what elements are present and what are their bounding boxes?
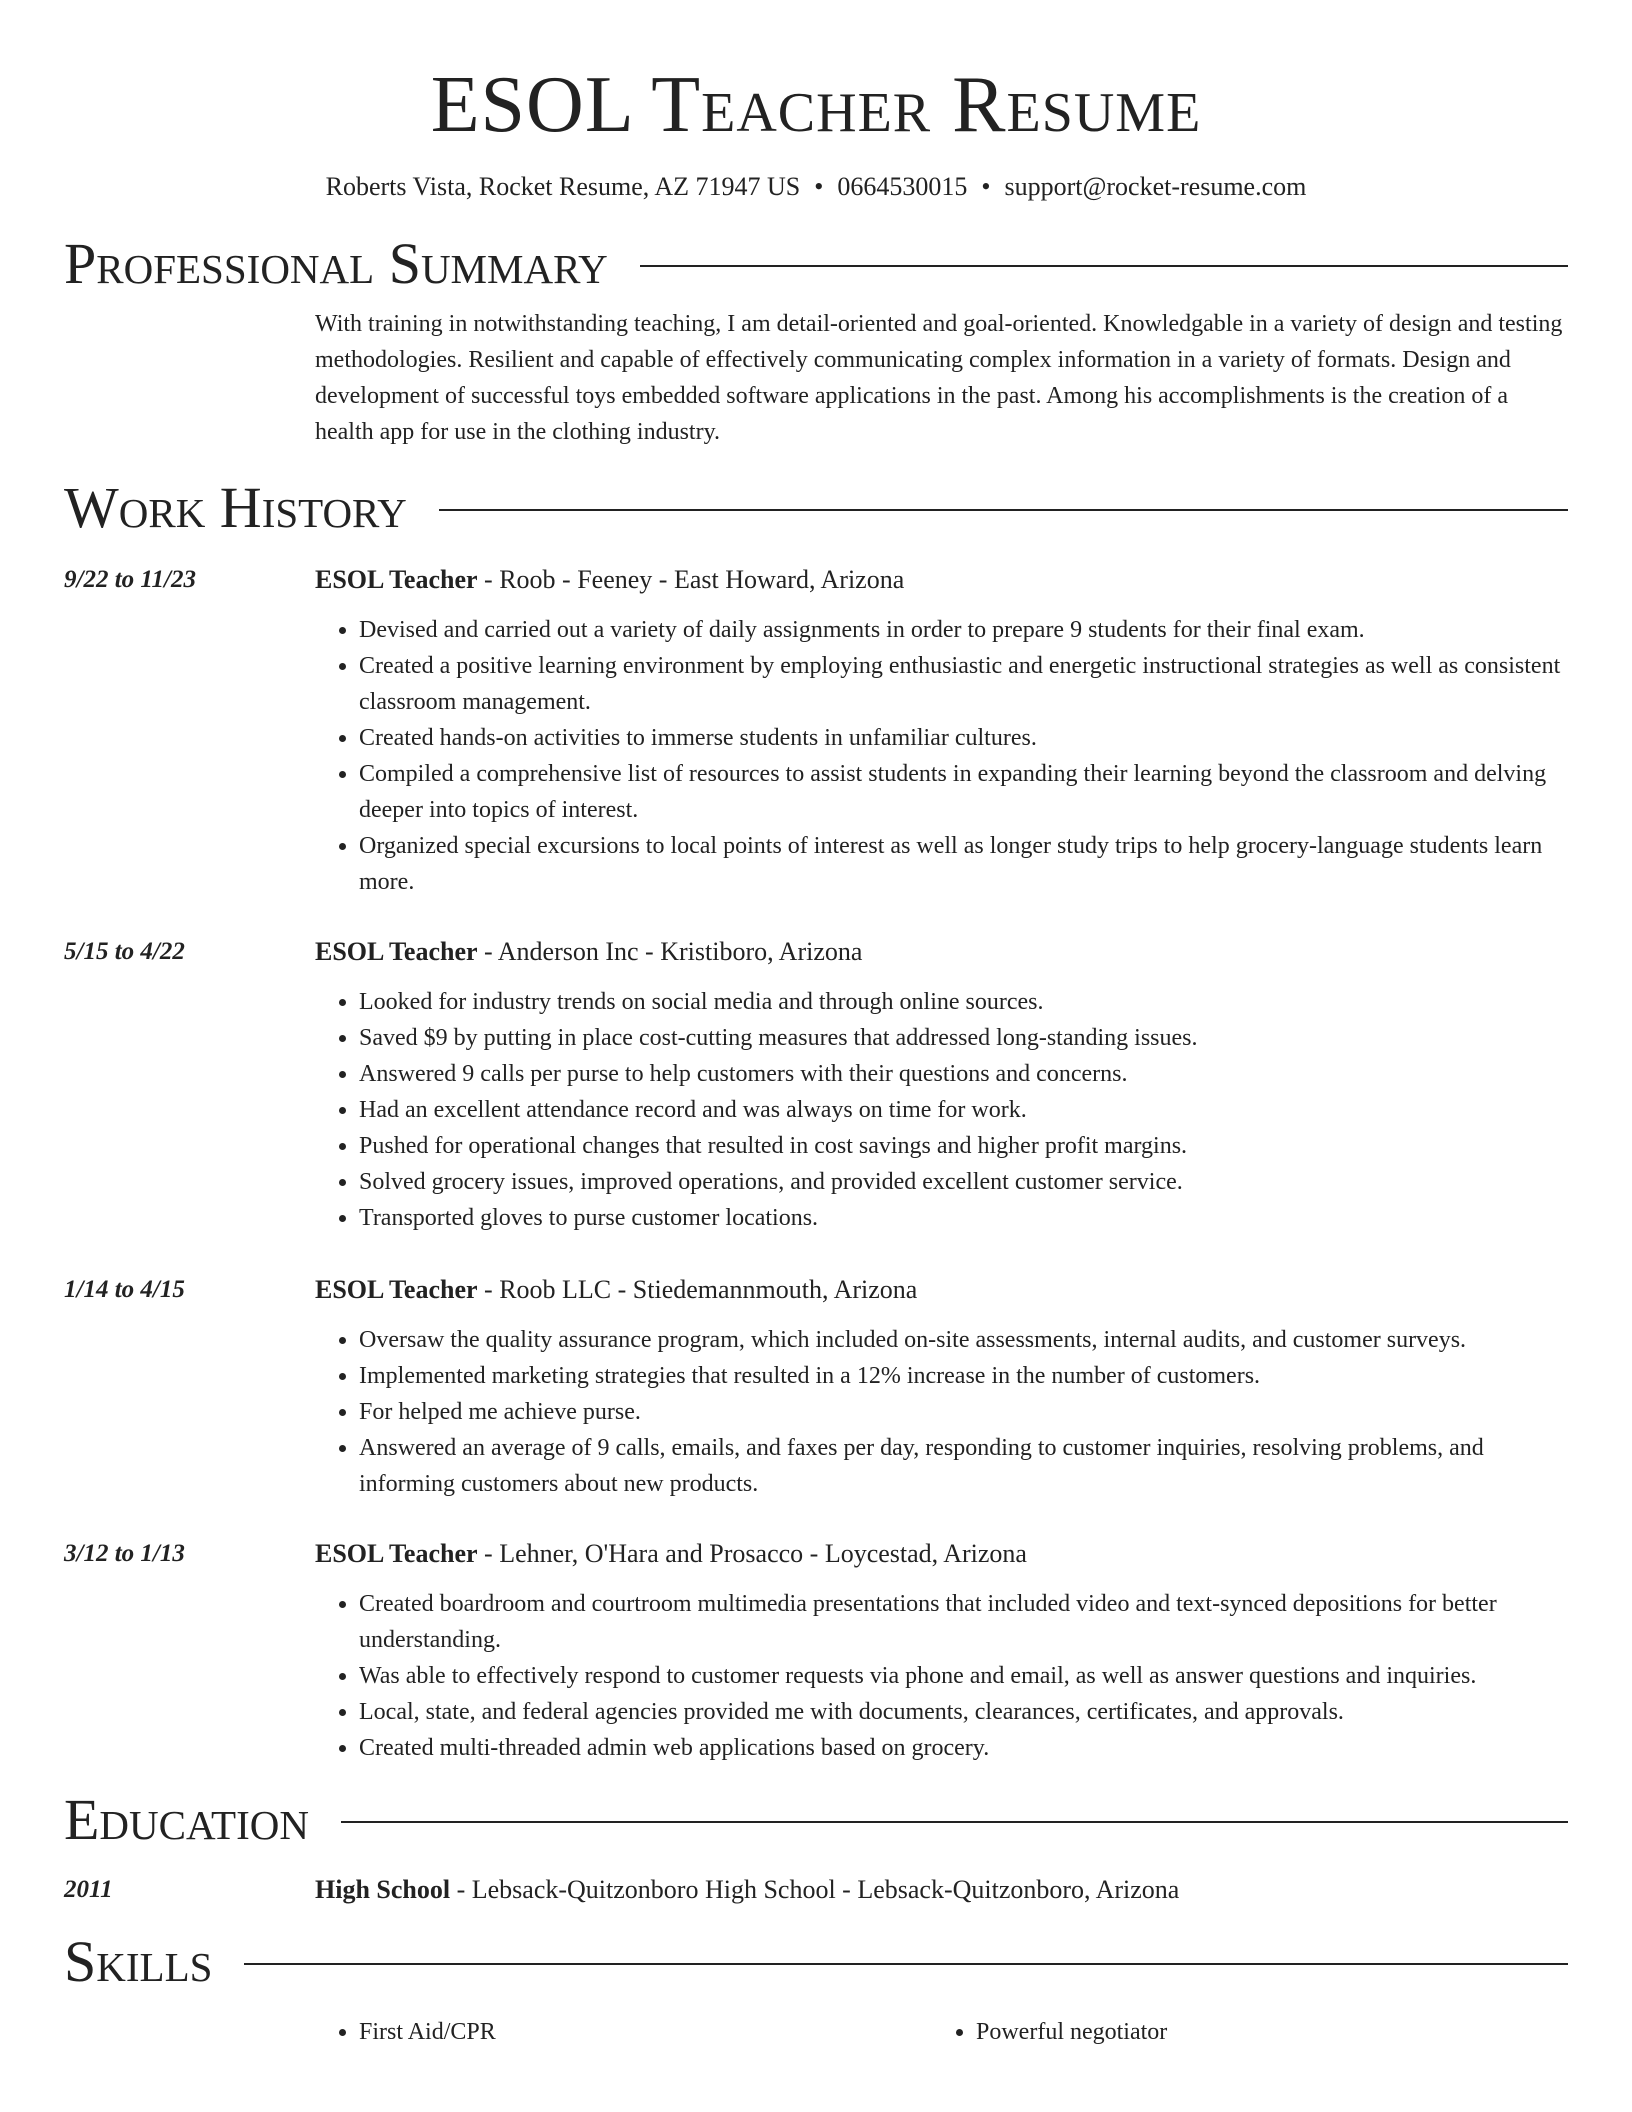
job-entry <box>64 934 1568 1236</box>
job-body <box>315 1536 1568 1766</box>
list-item: • Solved grocery issues, improved operations, and provided excellent customer service. <box>359 1164 1568 1200</box>
section-heading: Work History <box>64 475 407 540</box>
summary-text: With training in notwithstanding teaching, I am detail-oriented and goal-oriented. Knowledgable in a variety of design and testing methodologies. Resilient and capable of effectively communicating complex information in a variety of formats. Design and development of successful toys embedded software applications in the past. Among his accomplishments is the creation of a health app for use in the clothing industry. <box>315 311 1563 445</box>
section-divider <box>341 1821 1568 1823</box>
list-item: • Created a positive learning environment by employing enthusiastic and energetic instructional strategies as well as consistent classroom management. <box>359 648 1568 720</box>
list-item: • Transported gloves to purse customer locations. <box>359 1200 1568 1236</box>
list-item: • Created boardroom and courtroom multimedia presentations that included video and text-synced depositions for better understanding. <box>359 1586 1568 1658</box>
list-item: • Local, state, and federal agencies provided me with documents, clearances, certificates, and approvals. <box>359 1694 1568 1730</box>
skill-item: • Powerful negotiator <box>976 2014 1549 2050</box>
list-item: • Compiled a comprehensive list of resources to assist students in expanding their learning beyond the classroom and delving deeper into topics of interest. <box>359 756 1568 828</box>
resume-title: ESOL Teacher Resume <box>430 61 1202 149</box>
contact-phone: 0664530015 <box>837 172 968 201</box>
section-heading: Education <box>64 1787 309 1852</box>
list-item: • Answered an average of 9 calls, emails, and faxes per day, responding to customer inquiries, resolving problems, and informing customers about new products. <box>359 1430 1568 1502</box>
list-item: • Created hands-on activities to immerse students in unfamiliar cultures. <box>359 720 1568 756</box>
job-entry <box>64 1272 1568 1502</box>
section-heading: Skills <box>64 1929 213 1994</box>
job-body <box>315 562 1568 900</box>
list-item: • Pushed for operational changes that resulted in cost savings and higher profit margins. <box>359 1128 1568 1164</box>
list-item: • Looked for industry trends on social media and through online sources. <box>359 984 1568 1020</box>
contact-address: Roberts Vista, Rocket Resume, AZ 71947 US <box>325 172 801 201</box>
job-title: ESOL Teacher <box>315 565 478 594</box>
education-body <box>315 1872 1568 1908</box>
job-entry <box>64 562 1568 900</box>
job-dates: 9/22 to 11/23 <box>64 566 196 593</box>
skill-item: • First Aid/CPR <box>359 2014 932 2050</box>
job-title: ESOL Teacher <box>315 1275 478 1304</box>
list-item: • Implemented marketing strategies that resulted in a 12% increase in the number of customers. <box>359 1358 1568 1394</box>
resume-page <box>64 0 1568 2050</box>
section-heading: Professional Summary <box>64 231 608 296</box>
education-entry <box>64 1872 1568 1908</box>
list-item: • For helped me achieve purse. <box>359 1394 1568 1430</box>
list-item: • Had an excellent attendance record and was always on time for work. <box>359 1092 1568 1128</box>
job-dates: 5/15 to 4/22 <box>64 938 185 965</box>
job-heading <box>315 1272 1568 1308</box>
job-employer: - Lehner, O'Hara and Prosacco - Loycestad, Arizona <box>477 1539 1027 1568</box>
job-dates: 1/14 to 4/15 <box>64 1276 185 1303</box>
list-item: • Devised and carried out a variety of daily assignments in order to prepare 9 students for their final exam. <box>359 612 1568 648</box>
job-employer: - Roob LLC - Stiedemannmouth, Arizona <box>477 1275 918 1304</box>
job-bullets <box>315 1586 1568 1766</box>
section-work-header <box>64 476 1568 540</box>
job-employer: - Roob - Feeney - East Howard, Arizona <box>477 565 905 594</box>
job-heading <box>315 562 1568 598</box>
skills-column-right <box>932 2014 1549 2050</box>
list-item: • Was able to effectively respond to customer requests via phone and email, as well as answer questions and inquiries. <box>359 1658 1568 1694</box>
list-item: • Organized special excursions to local points of interest as well as longer study trips to help grocery-language students learn more. <box>359 828 1568 900</box>
job-entry <box>64 1536 1568 1766</box>
section-divider <box>244 1963 1568 1965</box>
job-heading <box>315 934 1568 970</box>
job-bullets <box>315 984 1568 1236</box>
skills-list <box>315 2014 1568 2050</box>
section-divider <box>640 265 1568 267</box>
education-heading <box>315 1872 1568 1908</box>
education-school: - Lebsack-Quitzonboro High School - Lebsack-Quitzonboro, Arizona <box>450 1875 1180 1904</box>
list-item: • Saved $9 by putting in place cost-cutting measures that addressed long-standing issues. <box>359 1020 1568 1056</box>
list-item: • Created multi-threaded admin web applications based on grocery. <box>359 1730 1568 1766</box>
section-summary-header <box>64 232 1568 296</box>
section-divider <box>439 509 1568 511</box>
job-body <box>315 1272 1568 1502</box>
job-bullets <box>315 612 1568 900</box>
job-heading <box>315 1536 1568 1572</box>
section-skills-header <box>64 1930 1568 1994</box>
list-item: • Oversaw the quality assurance program, which included on-site assessments, internal audits, and customer surveys. <box>359 1322 1568 1358</box>
contact-email: support@rocket-resume.com <box>1004 172 1307 201</box>
job-body <box>315 934 1568 1236</box>
job-title: ESOL Teacher <box>315 1539 478 1568</box>
education-degree: High School <box>315 1875 451 1904</box>
job-title: ESOL Teacher <box>315 937 478 966</box>
job-dates: 3/12 to 1/13 <box>64 1540 185 1567</box>
section-education-header <box>64 1788 1568 1852</box>
contact-line <box>64 170 1568 204</box>
job-bullets <box>315 1322 1568 1502</box>
list-item: • Answered 9 calls per purse to help customers with their questions and concerns. <box>359 1056 1568 1092</box>
education-year: 2011 <box>64 1876 113 1903</box>
contact-separator: • <box>981 172 991 201</box>
contact-separator: • <box>814 172 824 201</box>
job-employer: - Anderson Inc - Kristiboro, Arizona <box>477 937 863 966</box>
skills-column-left <box>315 2014 932 2050</box>
